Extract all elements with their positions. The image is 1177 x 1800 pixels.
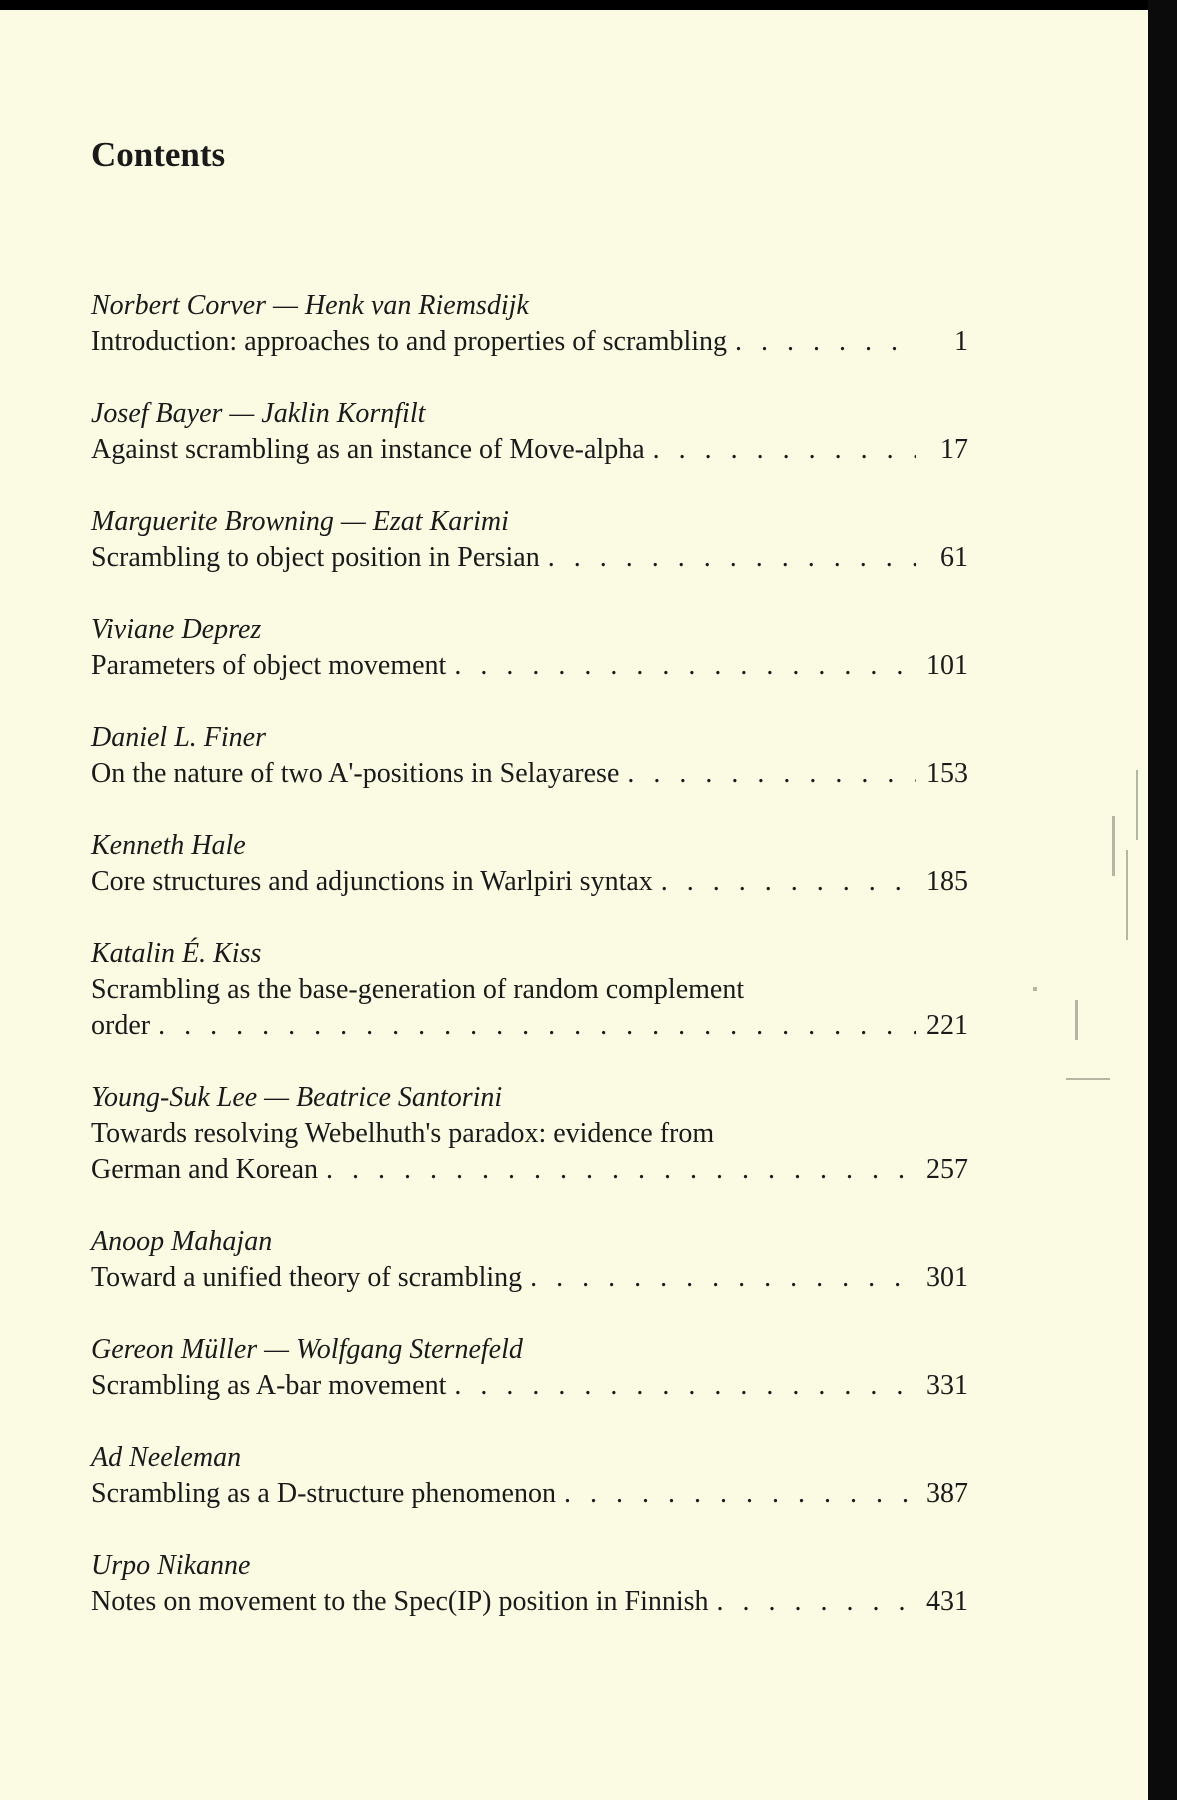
entry-title: Scrambling as A-bar movement	[91, 1370, 447, 1401]
paper-speck	[1033, 987, 1037, 991]
entry-title-line-1: Towards resolving Webelhuth's paradox: evidence from	[91, 1118, 715, 1149]
toc-entry	[91, 288, 968, 360]
entry-row	[91, 1008, 968, 1044]
dot-leader	[548, 540, 916, 576]
dot-leader	[717, 1584, 916, 1620]
dot-leader	[158, 1008, 916, 1044]
entry-title: Core structures and adjunctions in Warlpiri syntax	[91, 866, 653, 897]
paper-speck	[1075, 1000, 1078, 1040]
toc-entry	[91, 1440, 968, 1512]
book-page	[0, 10, 1148, 1800]
entry-title: Scrambling to object position in Persian	[91, 542, 540, 573]
entry-row	[91, 1584, 968, 1620]
paper-speck	[1066, 1078, 1110, 1080]
entry-page-number: 101	[926, 650, 968, 681]
entry-row	[91, 864, 968, 900]
entry-row	[91, 1260, 968, 1296]
entry-row	[91, 324, 968, 360]
dot-leader	[530, 1260, 916, 1296]
dot-leader	[454, 648, 916, 684]
entry-row	[91, 432, 968, 468]
dot-leader	[627, 756, 916, 792]
page-title: Contents	[91, 135, 226, 174]
dot-leader	[661, 864, 916, 900]
paper-speck	[1112, 816, 1115, 876]
entry-page-number: 257	[926, 1154, 968, 1185]
entry-page-number: 387	[926, 1478, 968, 1509]
entry-title: Against scrambling as an instance of Move-alpha	[91, 434, 645, 465]
entry-author: Daniel L. Finer	[91, 722, 266, 753]
entry-title: Toward a unified theory of scrambling	[91, 1262, 523, 1293]
entry-page-number: 431	[926, 1586, 968, 1617]
entry-page-number: 61	[940, 542, 968, 573]
entry-title-line-2: order	[91, 1010, 151, 1041]
entry-page-number: 17	[940, 434, 968, 465]
toc-entry	[91, 720, 968, 792]
paper-speck	[1126, 850, 1128, 940]
entry-title-line-2: German and Korean	[91, 1154, 319, 1185]
entry-page-number: 301	[926, 1262, 968, 1293]
entry-row	[91, 648, 968, 684]
page-edge-shadow	[1148, 0, 1177, 1800]
entry-title: Parameters of object movement	[91, 650, 447, 681]
entry-author: Young-Suk Lee — Beatrice Santorini	[91, 1082, 503, 1113]
dot-leader	[564, 1476, 916, 1512]
toc-entry	[91, 828, 968, 900]
toc-entry	[91, 1332, 968, 1404]
dot-leader	[735, 324, 916, 360]
entry-title: Scrambling as a D-structure phenomenon	[91, 1478, 556, 1509]
entry-page-number: 221	[926, 1010, 968, 1041]
toc-entry	[91, 1080, 968, 1188]
entry-author: Urpo Nikanne	[91, 1550, 251, 1581]
entry-author: Katalin É. Kiss	[91, 938, 262, 969]
table-of-contents	[91, 288, 968, 1656]
entry-row	[91, 1368, 968, 1404]
entry-author: Ad Neeleman	[91, 1442, 242, 1473]
entry-row	[91, 1476, 968, 1512]
entry-row	[91, 756, 968, 792]
entry-row	[91, 540, 968, 576]
entry-author: Gereon Müller — Wolfgang Sternefeld	[91, 1334, 523, 1365]
toc-entry	[91, 1224, 968, 1296]
entry-author: Anoop Mahajan	[91, 1226, 273, 1257]
toc-entry	[91, 504, 968, 576]
entry-author: Marguerite Browning — Ezat Karimi	[91, 506, 509, 537]
dot-leader	[653, 432, 916, 468]
toc-entry	[91, 1548, 968, 1620]
entry-title: Introduction: approaches to and properties of scrambling	[91, 326, 728, 357]
entry-author: Kenneth Hale	[91, 830, 246, 861]
entry-page-number: 1	[954, 326, 968, 357]
entry-title-line-1: Scrambling as the base-generation of random complement	[91, 974, 745, 1005]
entry-author: Viviane Deprez	[91, 614, 262, 645]
toc-entry	[91, 396, 968, 468]
entry-page-number: 185	[926, 866, 968, 897]
toc-entry	[91, 936, 968, 1044]
entry-author: Josef Bayer — Jaklin Kornfilt	[91, 398, 426, 429]
entry-author: Norbert Corver — Henk van Riemsdijk	[91, 290, 529, 321]
entry-page-number: 153	[926, 758, 968, 789]
paper-speck	[1136, 770, 1138, 840]
entry-page-number: 331	[926, 1370, 968, 1401]
dot-leader	[326, 1152, 916, 1188]
entry-title: Notes on movement to the Spec(IP) position in Finnish	[91, 1586, 709, 1617]
dot-leader	[454, 1368, 916, 1404]
entry-row	[91, 1152, 968, 1188]
entry-title: On the nature of two A'-positions in Selayarese	[91, 758, 620, 789]
toc-entry	[91, 612, 968, 684]
